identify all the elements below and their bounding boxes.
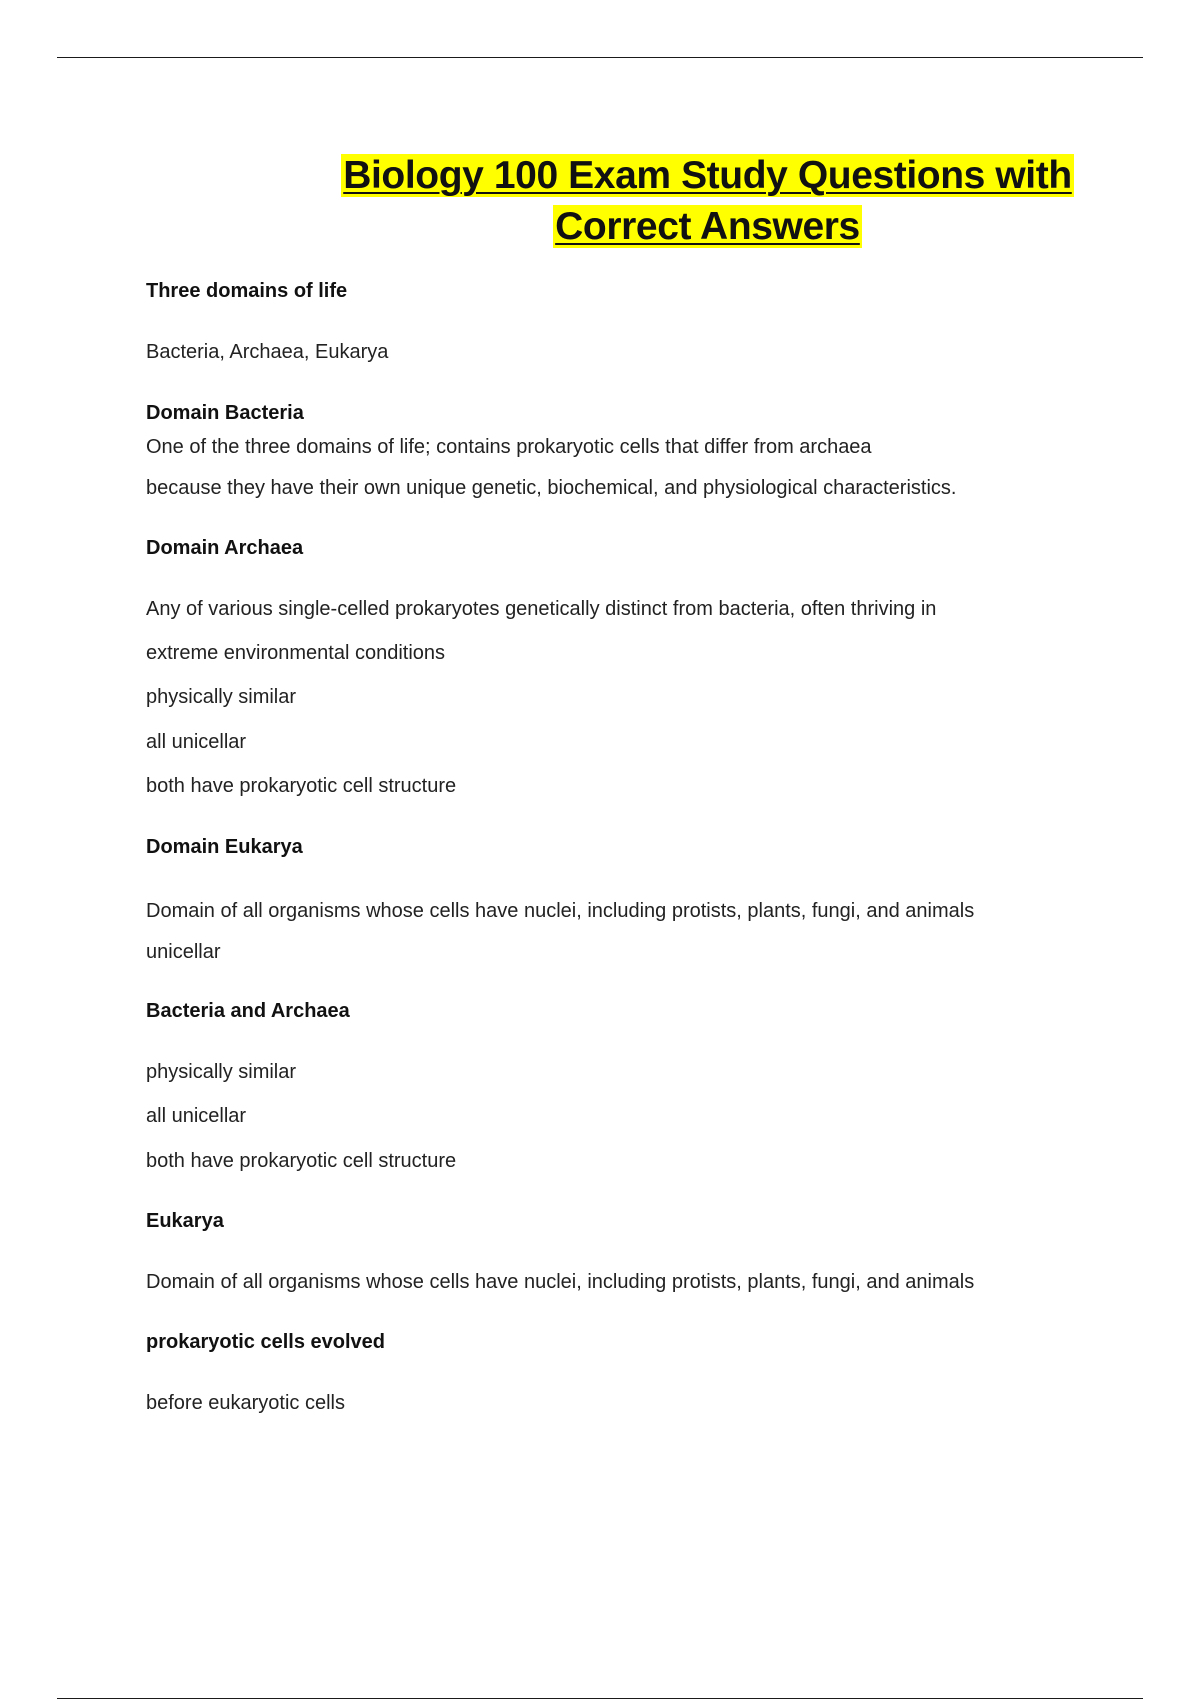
term-domain-archaea: Domain Archaea [146, 537, 304, 559]
term-three-domains: Three domains of life [146, 280, 348, 302]
footer-rule [57, 1698, 1143, 1699]
definition-line: extreme environmental conditions [146, 642, 446, 664]
definition-line: both have prokaryotic cell structure [146, 775, 457, 797]
definition-line: Bacteria, Archaea, Eukarya [146, 341, 389, 363]
definition-line: physically similar [146, 686, 297, 708]
definition-line: both have prokaryotic cell structure [146, 1150, 457, 1172]
definition-line: Domain of all organisms whose cells have nuclei, including protists, plants, fungi, and animals [146, 1271, 975, 1293]
definition-line: before eukaryotic cells [146, 1392, 345, 1414]
definition-line: Any of various single-celled prokaryotes genetically distinct from bacteria, often thriving in [146, 598, 937, 620]
definition-line: all unicellar [146, 731, 247, 753]
term-domain-bacteria: Domain Bacteria [146, 402, 304, 424]
definition-line: physically similar [146, 1061, 297, 1083]
definition-line: Domain of all organisms whose cells have nuclei, including protists, plants, fungi, and animals [146, 900, 975, 922]
term-bacteria-and-archaea: Bacteria and Archaea [146, 1000, 350, 1022]
definition-line: unicellar [146, 941, 221, 963]
title-line-1: Biology 100 Exam Study Questions with [343, 154, 1072, 197]
definition-line: all unicellar [146, 1105, 247, 1127]
term-prokaryotic-cells-evolved: prokaryotic cells evolved [146, 1331, 386, 1353]
title-line-2: Correct Answers [555, 205, 860, 248]
header-rule [57, 57, 1143, 58]
term-eukarya: Eukarya [146, 1210, 224, 1232]
term-domain-eukarya: Domain Eukarya [146, 836, 303, 858]
definition-line: One of the three domains of life; contains prokaryotic cells that differ from archaea [146, 436, 872, 458]
definition-line: because they have their own unique genetic, biochemical, and physiological characteristics. [146, 477, 957, 499]
document-title [330, 150, 1085, 252]
